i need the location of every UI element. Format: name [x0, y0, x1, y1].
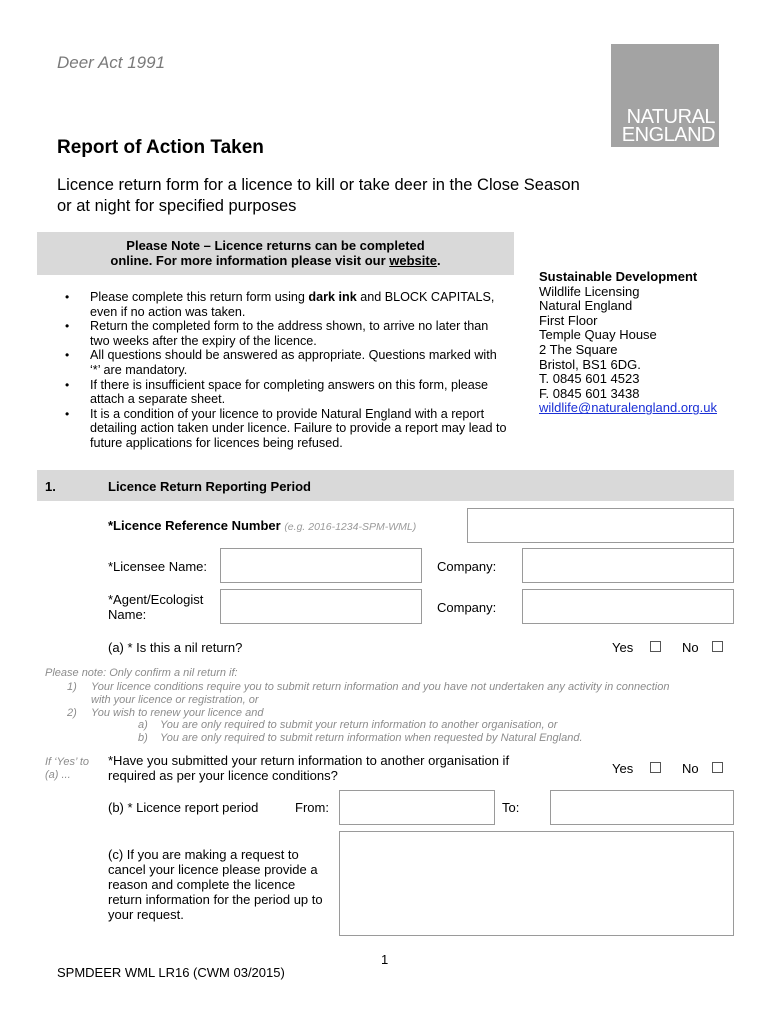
instruction-item: • All questions should be answered as appropriate. Questions marked with ‘*’ are mandatory. [65, 348, 510, 377]
nil-note-b-letter: b) [138, 732, 148, 744]
from-label: From: [295, 800, 329, 815]
other-org-line-2: required as per your licence conditions? [108, 768, 338, 783]
if-yes-line-2: (a) ... [45, 769, 71, 781]
nil-note-2-number: 2) [67, 707, 77, 719]
return-address [539, 270, 759, 416]
cancel-line-3: reason and complete the licence [108, 877, 296, 892]
section-number: 1. [45, 479, 56, 494]
instruction-1-bold: dark ink [308, 290, 357, 304]
licence-ref-input[interactable] [467, 508, 734, 543]
address-phone: T. 0845 601 4523 [539, 371, 640, 387]
nil-yes-checkbox[interactable] [650, 641, 661, 652]
other-org-question [108, 753, 509, 783]
report-period-label: (b) * Licence report period [108, 800, 259, 815]
period-from-input[interactable] [339, 790, 495, 825]
licence-ref-label [108, 518, 416, 535]
email-link[interactable]: wildlife@naturalengland.org.uk [539, 400, 717, 416]
instruction-1-b: and BLOCK CAPITALS, even if no action was taken. [90, 290, 495, 319]
page-subtitle [57, 175, 657, 217]
other-no-checkbox[interactable] [712, 762, 723, 773]
agent-label [108, 592, 203, 622]
nil-note-b: You are only required to submit return information when requested by Natural England. [160, 732, 583, 744]
nil-note-2: You wish to renew your licence and [91, 707, 264, 719]
note-line-1: Please Note – Licence returns can be completed [126, 238, 425, 253]
agent-company-input[interactable] [522, 589, 734, 624]
page-number: 1 [381, 952, 389, 967]
if-yes-line-1: If ‘Yes’ to [45, 756, 90, 768]
cancel-line-5: your request. [108, 907, 184, 922]
agent-label-line-2: Name: [108, 607, 147, 622]
instruction-item: • It is a condition of your licence to provide Natural England with a report detailing action taken under licence. Failure to provide a report may lead to future applications for licences being refused. [65, 407, 510, 451]
agent-company-label: Company: [437, 600, 497, 615]
online-note-box [37, 232, 514, 275]
section-1-header [37, 470, 734, 501]
natural-england-logo [611, 44, 719, 147]
nil-note-title: Please note: Only confirm a nil return if: [45, 667, 238, 679]
nil-no-checkbox[interactable] [712, 641, 723, 652]
form-code: SPMDEER WML LR16 (CWM 03/2015) [57, 965, 285, 980]
nil-return-question: (a) * Is this a nil return? [108, 640, 243, 655]
agent-label-line-1: *Agent/Ecologist [108, 592, 204, 607]
licensee-name-input[interactable] [220, 548, 422, 583]
instruction-item: • Return the completed form to the address shown, to arrive no later than two weeks after the expiry of the licence. [65, 319, 510, 348]
logo-line-2: ENGLAND [621, 124, 715, 146]
address-line: Wildlife Licensing [539, 283, 640, 299]
act-title: Deer Act 1991 [57, 53, 166, 72]
address-line: Natural England [539, 298, 633, 314]
address-line: 2 The Square [539, 341, 618, 357]
instructions-list [65, 290, 510, 451]
licensee-company-input[interactable] [522, 548, 734, 583]
page-title: Report of Action Taken [57, 137, 264, 158]
subtitle-line-1: Licence return form for a licence to kill or take deer in the Close Season [57, 176, 580, 194]
nil-no-label: No [682, 640, 699, 655]
nil-note-1-line-1: Your licence conditions require you to submit return information and you have not undertaken any activity in connection [91, 681, 670, 693]
other-yes-label: Yes [612, 761, 634, 776]
nil-yes-label: Yes [612, 640, 634, 655]
address-line: Temple Quay House [539, 327, 657, 343]
logo-line-1: NATURAL [626, 106, 715, 128]
licence-ref-label-text: *Licence Reference Number [108, 518, 281, 533]
cancel-line-2: cancel your licence please provide a [108, 862, 318, 877]
note-line-2-text: online. For more information please visit our [110, 253, 390, 268]
address-org: Sustainable Development [539, 269, 698, 284]
nil-note-a: You are only required to submit your return information to another organisation, or [160, 719, 558, 731]
nil-note-1 [91, 681, 731, 707]
address-line: Bristol, BS1 6DG. [539, 356, 641, 372]
period-to-input[interactable] [550, 790, 734, 825]
nil-note-a-letter: a) [138, 719, 148, 731]
cancel-reason-input[interactable] [339, 831, 734, 936]
note-line-2 [37, 253, 514, 268]
instruction-item [65, 290, 510, 319]
website-link[interactable]: website [389, 253, 437, 268]
nil-note-1-number: 1) [67, 681, 77, 693]
licence-ref-hint: (e.g. 2016-1234-SPM-WML) [284, 521, 417, 533]
company-label: Company: [437, 559, 497, 574]
agent-name-input[interactable] [220, 589, 422, 624]
cancel-line-1: (c) If you are making a request to [108, 847, 299, 862]
instruction-1-a: Please complete this return form using [90, 290, 309, 304]
note-line-2-end: . [436, 253, 441, 268]
if-yes-hint [45, 756, 89, 782]
cancel-line-4: return information for the period up to [108, 892, 323, 907]
subtitle-line-2: or at night for specified purposes [57, 197, 297, 215]
section-title: Licence Return Reporting Period [108, 479, 311, 494]
address-line: First Floor [539, 312, 598, 328]
other-no-label: No [682, 761, 699, 776]
instruction-item: • If there is insufficient space for completing answers on this form, please attach a separate sheet. [65, 378, 510, 407]
licensee-label: *Licensee Name: [108, 559, 207, 574]
address-fax: F. 0845 601 3438 [539, 385, 640, 401]
nil-note-1-line-2: with your licence or registration, or [91, 694, 259, 706]
cancel-request-label [108, 847, 323, 922]
to-label: To: [502, 800, 520, 815]
other-org-line-1: *Have you submitted your return information to another organisation if [108, 753, 510, 768]
other-yes-checkbox[interactable] [650, 762, 661, 773]
